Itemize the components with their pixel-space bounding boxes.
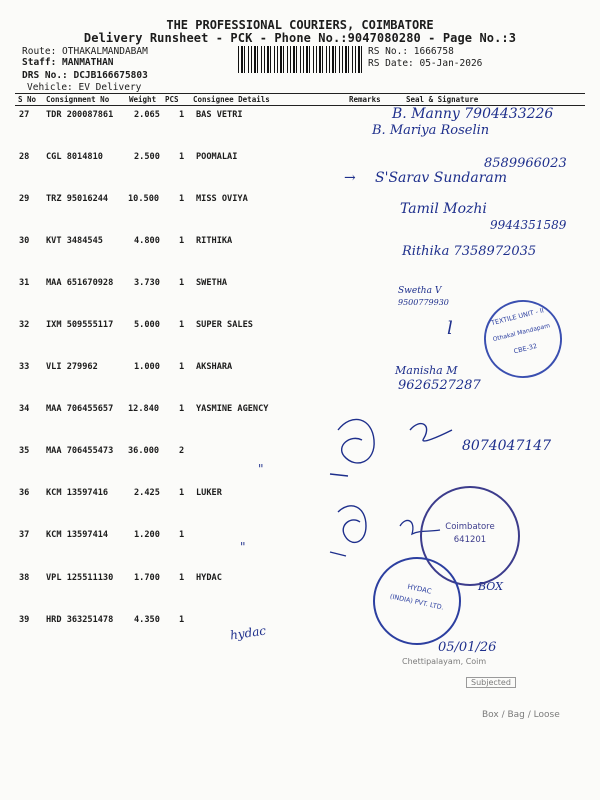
signature-row29: Tamil Mozhi [400,201,487,217]
faded-stamp-subjected: Subjected [466,677,516,688]
phone-row31: 9500779930 [398,298,449,307]
stamp-text: (INDIA) PVT. LTD. [389,592,445,612]
row-consignment: MAA 651670928 [46,278,114,288]
col-consignment: Consignment No [46,95,110,104]
row-consignee: POOMALAI [196,152,238,162]
col-weight: Weight [129,95,157,104]
row-pcs: 1 [179,573,185,583]
row-consignment: MAA 706455657 [46,404,114,414]
row-consignee: AKSHARA [196,362,233,372]
rs-date: RS Date: 05-Jan-2026 [368,58,483,69]
runsheet-subtitle: Delivery Runsheet - PCK - Phone No.:9047080280 - Page No.:3 [83,31,517,45]
signature-row27-a: B. Manny 7904433226 [392,106,554,122]
row-weight: 2.425 [134,488,160,498]
row-sno: 29 [19,194,30,204]
row-consignee: MISS OVIYA [196,194,248,204]
signature-row33: Manisha M [395,364,458,377]
col-sno: S No [18,95,37,104]
row-weight: 1.700 [134,573,160,583]
row-sno: 31 [19,278,30,288]
row-weight: 4.350 [134,615,160,625]
row-consignee: SUPER SALES [196,320,253,330]
row-consignee: BAS VETRI [196,110,243,120]
runsheet-title: THE PROFESSIONAL COURIERS, COIMBATORE [166,18,434,32]
signature-row28: S'Sarav Sundaram [375,170,508,186]
row-consignment: IXM 509555117 [46,320,114,330]
scribble-row36 [330,506,366,556]
row-consignment: VLI 279962 [46,362,98,372]
vehicle-label: Vehicle: EV Delivery [27,82,142,93]
row-consignment: TDR 200087861 [46,110,114,120]
row-sno: 32 [19,320,30,330]
row-weight: 4.800 [134,236,160,246]
stamp-text: TEXTILE UNIT - II [490,306,545,328]
row-consignment: KVT 3484545 [46,236,103,246]
col-consignee: Consignee Details [193,95,270,104]
row-consignment: KCM 13597414 [46,530,109,540]
row-pcs: 1 [179,615,185,625]
col-seal: Seal & Signature [406,95,479,104]
row-sno: 37 [19,530,30,540]
row-weight: 12.840 [128,404,160,414]
note-row38: BOX [478,580,503,593]
ditto-mark-row37: " [240,540,246,554]
row-pcs: 1 [179,530,185,540]
stamp-text: Coimbatore [445,522,495,532]
row-sno: 27 [19,110,30,120]
row-pcs: 2 [179,446,185,456]
faded-stamp-box: Box / Bag / Loose [482,710,560,720]
row-sno: 33 [19,362,30,372]
scribble-row34-sign [410,424,452,441]
phone-row28: 8589966023 [484,156,567,171]
row-consignment: HRD 363251478 [46,615,114,625]
row-weight: 2.065 [134,110,160,120]
scribble-row34 [330,419,374,476]
row-weight: 1.000 [134,362,160,372]
col-remarks: Remarks [349,95,381,104]
row-consignee: LUKER [196,488,222,498]
row-pcs: 1 [179,194,185,204]
staff-label: Staff: MANMATHAN [22,57,114,68]
row-sno: 30 [19,236,30,246]
row-consignee: YASMINE AGENCY [196,404,269,414]
route-label: Route: OTHAKALMANDABAM [22,46,148,57]
row-pcs: 1 [179,278,185,288]
stamp-text: Othakal Mandapam [492,322,551,344]
row-sno: 39 [19,615,30,625]
date-row39: 05/01/26 [438,640,497,655]
rs-number: RS No.: 1666758 [368,46,454,57]
row-pcs: 1 [179,320,185,330]
stamp-text: 641201 [453,535,487,545]
row-weight: 2.500 [134,152,160,162]
row-consignment: VPL 125511130 [46,573,114,583]
faded-stamp-address: Chettipalayam, Coim [402,657,487,666]
stamp-text: HYDAC [406,582,433,596]
row-pcs: 1 [179,362,185,372]
row-sno: 36 [19,488,30,498]
arrow-row28: → [344,170,356,186]
row-pcs: 1 [179,236,185,246]
phone-row34: 8074047147 [462,438,552,454]
row-sno: 38 [19,573,30,583]
row-consignee: SWETHA [196,278,228,288]
signature-row31: Swetha V [398,286,442,296]
row-consignment: MAA 706455473 [46,446,114,456]
row-consignment: CGL 8014810 [46,152,103,162]
row-pcs: 1 [179,488,185,498]
row-weight: 10.500 [128,194,160,204]
row-pcs: 1 [179,152,185,162]
row-consignment: KCM 13597416 [46,488,109,498]
signature-row39: hydac [229,623,267,643]
signature-row30: Rithika 7358972035 [402,244,537,259]
row-consignee: HYDAC [196,573,222,583]
drs-label: DRS No.: DCJB166675803 [22,70,148,81]
row-consignment: TRZ 95016244 [46,194,109,204]
row-sno: 28 [19,152,30,162]
row-sno: 34 [19,404,30,414]
col-pcs: PCS [165,95,179,104]
signature-row27-b: B. Mariya Roselin [372,123,490,138]
row-weight: 5.000 [134,320,160,330]
row-weight: 36.000 [128,446,160,456]
phone-row33: 9626527287 [398,378,481,393]
ditto-mark-row35: " [258,462,264,476]
row-consignee: RITHIKA [196,236,233,246]
row-weight: 1.200 [134,530,160,540]
row-sno: 35 [19,446,30,456]
row-pcs: 1 [179,110,185,120]
stamp-text: CBE-32 [512,341,538,356]
phone-row29: 9944351589 [490,218,567,232]
row-pcs: 1 [179,404,185,414]
signature-row32: l [447,318,453,339]
row-weight: 3.730 [134,278,160,288]
